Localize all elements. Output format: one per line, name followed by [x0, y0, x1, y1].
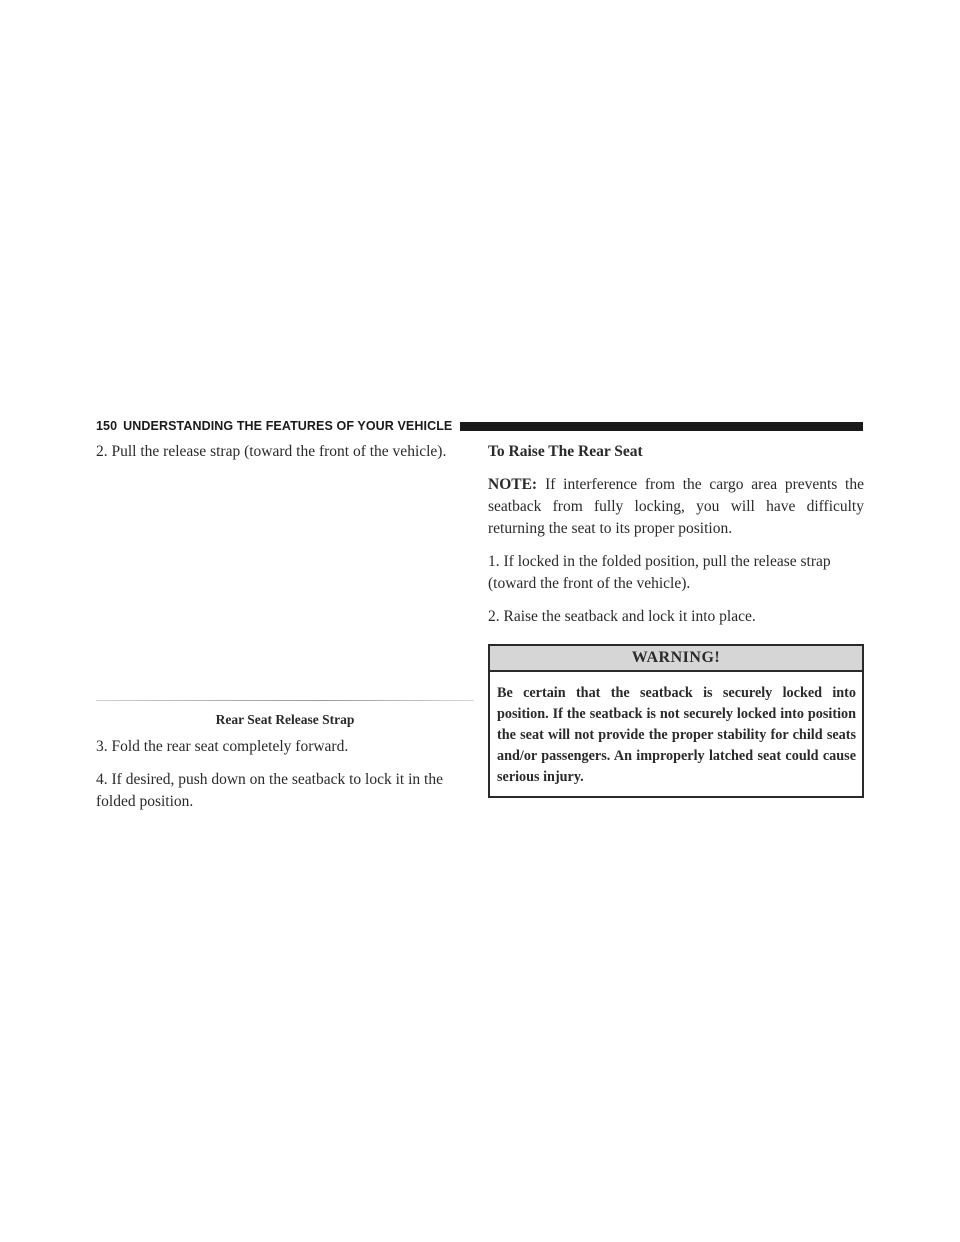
figure-divider	[96, 700, 474, 701]
section-title: UNDERSTANDING THE FEATURES OF YOUR VEHICLE	[123, 419, 453, 433]
step-3-text: 3. Fold the rear seat completely forward.	[96, 738, 349, 755]
figure-caption: Rear Seat Release Strap	[215, 712, 355, 727]
figure-rear-seat-release-strap	[96, 463, 474, 695]
header-rule	[460, 422, 863, 431]
raise-step-2-text: 2. Raise the seatback and lock it into place.	[488, 608, 756, 625]
warning-box	[488, 644, 864, 798]
warning-title: WARNING!	[490, 646, 862, 672]
page-header	[96, 416, 863, 436]
right-column	[488, 441, 864, 798]
raise-step-1-text: 1. If locked in the folded position, pull the release strap (toward the front of the vehicle).	[488, 553, 831, 592]
note-text: If interference from the cargo area prevents the seatback from fully locking, you will have difficulty returning the seat to its proper position.	[488, 476, 864, 537]
warning-body: Be certain that the seatback is securely locked into position. If the seatback is not securely locked into position the seat will not provide the proper stability for child seats and/or passengers. An improperly latched seat could cause serious injury.	[497, 685, 856, 785]
section-heading: To Raise The Rear Seat	[488, 443, 643, 460]
page-number: 150	[96, 419, 118, 433]
note-paragraph	[488, 474, 864, 540]
left-column	[96, 441, 474, 813]
step-2-text: 2. Pull the release strap (toward the front of the vehicle).	[96, 443, 447, 460]
step-4-text: 4. If desired, push down on the seatback to lock it in the folded position.	[96, 771, 443, 810]
note-label: NOTE:	[488, 476, 538, 493]
